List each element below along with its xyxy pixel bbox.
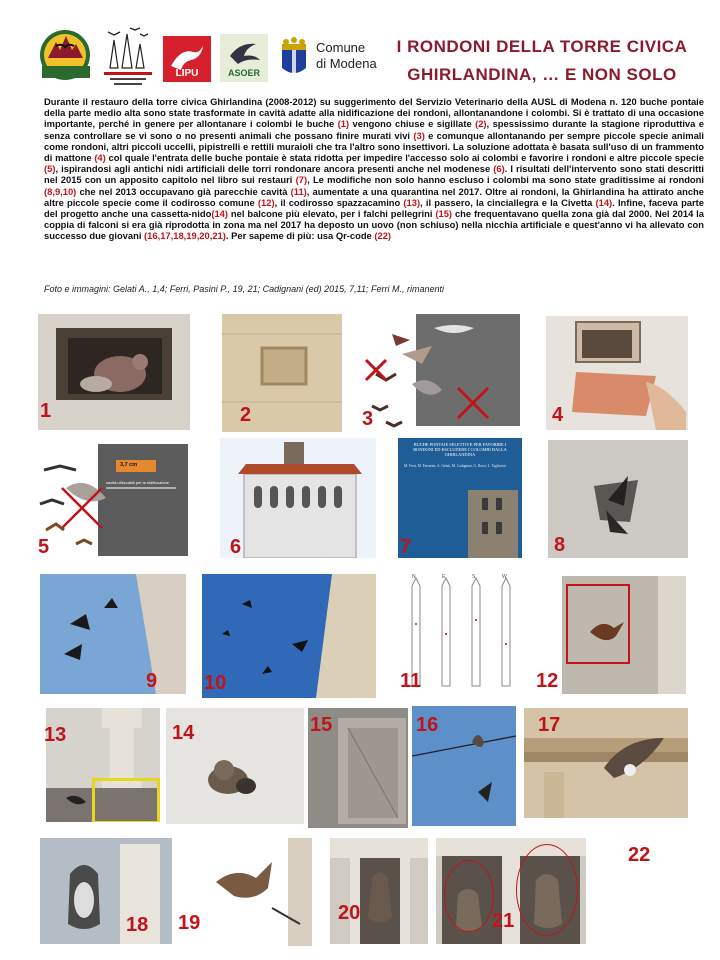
photo-label-11: 11 (400, 670, 422, 692)
body-paragraph (44, 96, 704, 242)
photo-label-20: 20 (338, 902, 361, 924)
photo-3-trapped-birds-illustration (362, 314, 522, 434)
photo-6-swift-tower (220, 438, 376, 558)
photo-label-14: 14 (172, 722, 195, 744)
logo-festival-rondoni (100, 22, 156, 92)
elevation-label-w: W (502, 574, 507, 580)
figure-reference: (2) (475, 118, 487, 130)
figure-reference: (11) (290, 185, 307, 197)
photo-10-swifts-tower (202, 574, 376, 698)
figure-reference: (8,9,10) (44, 185, 77, 197)
body-text-segment: che nel 2013 occupavano già parecchie cavità (76, 185, 291, 197)
photo-label-16: 16 (416, 714, 439, 736)
photo-12-redstart (562, 576, 686, 694)
photo-label-17: 17 (538, 714, 561, 736)
photo-label-2: 2 (240, 404, 252, 426)
photo-label-9: 9 (146, 670, 158, 692)
body-text-segment: , il codirosso spazzacamino (274, 196, 404, 208)
photo-label-3: 3 (362, 408, 374, 430)
elevation-label-s: S (472, 574, 476, 580)
photo5-box-label: 3,7 cm (120, 462, 138, 468)
logo-comune-modena (276, 32, 380, 82)
svg-text:LIPU: LIPU (175, 68, 199, 79)
figure-reference: (5) (44, 163, 56, 175)
elevation-label-n: N (412, 574, 416, 580)
photo-18-peregrine (40, 838, 172, 944)
body-text-segment: . Per sapeme di più: usa Qr-code (225, 230, 375, 242)
body-text-segment: nel balcone più elevato, per i falchi pellegrini (228, 208, 436, 220)
body-text-segment: . Infine, faceva parte del progetto anche una cassetta-nido (44, 196, 704, 220)
figure-reference: (15) (435, 208, 453, 220)
figure-reference: (7) (295, 174, 308, 186)
figure-reference: (16,17,18,19,20,21) (144, 230, 226, 242)
photo-label-13: 13 (44, 724, 67, 746)
title-line-2: GHIRLANDINA, … E NON SOLO (407, 65, 677, 84)
body-text-segment: , il passero, la cinciallegra e la Civetta (420, 196, 596, 208)
photo13-inset-box (92, 778, 160, 822)
photo-label-1: 1 (40, 400, 52, 422)
figure-reference: (12) (257, 196, 275, 208)
comune-logo-text-2: di Modena (316, 56, 377, 71)
figure-reference: (22) (374, 230, 392, 242)
page-title (372, 33, 712, 89)
photo21-oval-right (516, 844, 578, 936)
body-text-segment: vengono chiuse e sigillate (349, 118, 476, 130)
figure-reference: (4) (94, 152, 106, 164)
body-text-segment: col quale l'entrata delle buche pontaie è stata ridotta per impedire l'accesso solo ai colombi e favorire i rondoni e altre piccole specie (105, 152, 704, 164)
photo-label-5: 5 (38, 536, 50, 558)
elevation-label-e: E (442, 574, 446, 580)
body-text-segment: . I risultati dell'intervento sono stati descritti nel 2015 con un apposito capitolo nel libro sui restauri (44, 163, 704, 186)
photo-label-7: 7 (400, 536, 412, 558)
photo-8-swift-entering (548, 440, 688, 558)
logo-lipu (163, 36, 211, 82)
svg-text:ASOER: ASOER (227, 68, 261, 78)
photo-label-19: 19 (178, 912, 201, 934)
photo7-book-authors: M. Ferri, M. Ferrarini, A. Gelati, M. Cadignani, G. Rossi, L. Tagliavini (404, 464, 507, 468)
photo-4-brick-fragment (546, 316, 688, 430)
photo-label-8: 8 (554, 534, 566, 556)
photo-19-falcon-landing (212, 838, 312, 946)
photo-label-15: 15 (310, 714, 333, 736)
photo-label-22-qr: 22 (628, 844, 651, 866)
body-text-segment: , ispirandosi agli antichi nidi artificiali delle torri rondonare ancora presenti anche nel modenese (55, 163, 494, 175)
photo-7-book-cover (398, 438, 522, 558)
photo-label-21: 21 (492, 910, 515, 932)
body-text-segment: , spessissimo durante la stagione riproduttiva e senza controllare se vi sono o no presenti animali che possano finire murati vivi (44, 118, 704, 141)
photo-label-6: 6 (230, 536, 242, 558)
photo12-highlight-box (566, 584, 630, 664)
photo21-oval-left (444, 860, 494, 932)
photo7-book-title: BUCHE PONTAIE SELETTIVE PER FAVORIRE I RONDONI ED ESCLUDERE I COLOMBI DALLA GHIRLANDINA (413, 442, 507, 457)
photo-label-12: 12 (536, 670, 559, 692)
photo-1-pigeon-in-hole (38, 314, 190, 430)
figure-reference: (3) (413, 129, 425, 141)
figure-reference: (14) (595, 196, 613, 208)
body-text-segment: che frequentavano quella zona già dal 2000. Nel 2014 la coppia di falconi si era già riprodotta in zona ma nel 2017 ha deposto un uovo (non schiuso) nella nicchia artificiale e quest'anno vi ha allevato con successo due giovani (44, 208, 704, 242)
figure-reference: (13) (403, 196, 421, 208)
photo5-note: cavità utilizzabili per la nidificazione (106, 480, 169, 485)
body-text-segment: e comunque allontanando per sempre piccole specie animali come rondoni, altri piccoli uccelli, pipistrelli e rettili muraioli che tra l'altro sono insettivori. La soluzione adottata è basata sull'uso di un frammento di mattone (44, 129, 704, 164)
photo-9-swifts-flying (40, 574, 186, 694)
photo-label-10: 10 (204, 672, 227, 694)
logo-monumenti-vivi (36, 28, 96, 86)
figure-reference: (1) (337, 118, 350, 130)
body-text-segment: , aumentate a una quarantina nel 2017. Oltre ai rondoni, la Ghirlandina ha attirato anche altre piccole specie come il codirosso comune (44, 185, 704, 208)
photo-5-nest-diagram (36, 444, 188, 558)
comune-logo-text-1: Comune (316, 40, 366, 55)
figure-reference: (6) (493, 163, 505, 175)
title-line-1: I RONDONI DELLA TORRE CIVICA (396, 37, 688, 56)
photo-label-4: 4 (552, 404, 564, 426)
photo-credits: Foto e immagini: Gelati A., 1,4; Ferri, Pasini P., 19, 21; Cadignani (ed) 2015, 7,11; Ferri M., rimanenti (44, 284, 445, 294)
logo-asoer (220, 34, 268, 82)
photo-20-falcon-chicks (330, 838, 428, 944)
photo-label-18: 18 (126, 914, 149, 936)
body-text-segment: Durante il restauro della torre civica Ghirlandina (2008-2012) su suggerimento del Servizio Veterinario della AUSL di Modena n. 120 buche pontaie della parte medio alta sono state trasformate in cavità adatte alla nidificazione dei rondoni, allontanandone i colombi. Si è trattato di una occasione importante, perché in genere per allontanare i colombi le buche (44, 96, 704, 130)
figure-reference: (14) (211, 208, 229, 220)
body-text-segment: , Le modifiche non solo hanno escluso i colombi ma sono state graditissime ai rondoni (307, 174, 704, 186)
